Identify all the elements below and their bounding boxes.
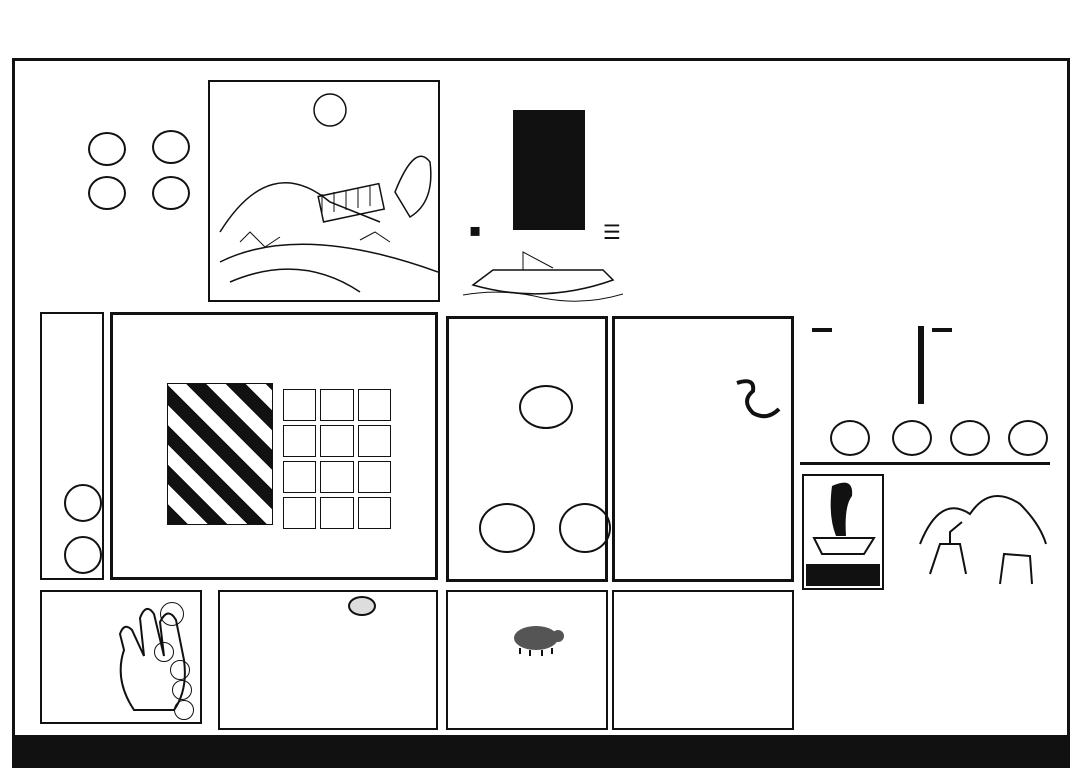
- special-panel: [110, 312, 438, 580]
- zodiac-tile-icon: [283, 425, 316, 457]
- lucky-panel: [612, 316, 794, 582]
- solution-picture-panel: [802, 474, 884, 590]
- recommend-number: [170, 660, 190, 680]
- dan-tuo-panel: [446, 316, 608, 582]
- zodiac-tile-icon: [283, 497, 316, 529]
- open-underline: [800, 462, 1050, 465]
- recommend-number: [160, 602, 184, 626]
- open-divider: [918, 326, 924, 404]
- recommend-panel: [40, 590, 202, 724]
- cold-numbers-panel: [40, 312, 104, 580]
- open-number: [830, 420, 870, 456]
- boat-icon: [463, 250, 623, 305]
- pig-icon: [508, 620, 568, 656]
- pick-number: [152, 176, 190, 210]
- three-bars-icon: ☰: [603, 220, 621, 244]
- bridge-illustration: [208, 80, 440, 302]
- pick-number: [88, 176, 126, 210]
- footer-bar: [12, 738, 1070, 768]
- zodiac-tile-icon: [358, 389, 391, 421]
- this-issue-panel: [218, 590, 438, 730]
- this-issue-badge: [348, 596, 376, 616]
- cold-number: [64, 536, 102, 574]
- solution-label: [806, 564, 880, 586]
- open-number: [1008, 420, 1048, 456]
- open-chip: [812, 328, 832, 332]
- dan-number: [519, 385, 573, 429]
- zodiac-tile-icon: [283, 389, 316, 421]
- banner: [463, 80, 1053, 310]
- puzzle-image: [167, 383, 273, 525]
- zodiac-tile-icon: [320, 389, 353, 421]
- open-panel: [800, 316, 1050, 464]
- zodiac-tile-icon: [358, 425, 391, 457]
- pick-number: [152, 130, 190, 164]
- newspaper-stamp-icon: [513, 110, 585, 230]
- recommend-number: [174, 700, 194, 720]
- cold-number: [64, 484, 102, 522]
- zodiac-tile-icon: [358, 461, 391, 493]
- zodiac-poem-panel: [446, 590, 608, 730]
- zodiac-tile-icon: [283, 461, 316, 493]
- dot-icon: ▪: [469, 220, 482, 241]
- tuo-number: [479, 503, 535, 553]
- tuo-number: [559, 503, 611, 553]
- brush-ink-icon: [804, 476, 882, 560]
- deer-landscape-icon: [900, 474, 1048, 586]
- bridge-drawing-icon: [210, 82, 438, 300]
- left-top-panel: [40, 84, 202, 300]
- zodiac-grid: [283, 389, 391, 529]
- zodiac-tile-icon: [320, 497, 353, 529]
- open-chip: [932, 328, 952, 332]
- open-number: [892, 420, 932, 456]
- zodiac-tile-icon: [358, 497, 391, 529]
- zodiac-tile-icon: [320, 425, 353, 457]
- open-number: [950, 420, 990, 456]
- savior-panel: [612, 590, 794, 730]
- recommend-number: [154, 642, 174, 662]
- zodiac-tile-icon: [320, 461, 353, 493]
- recommend-number: [172, 680, 192, 700]
- pick-number: [88, 132, 126, 166]
- snake-icon: [727, 375, 783, 429]
